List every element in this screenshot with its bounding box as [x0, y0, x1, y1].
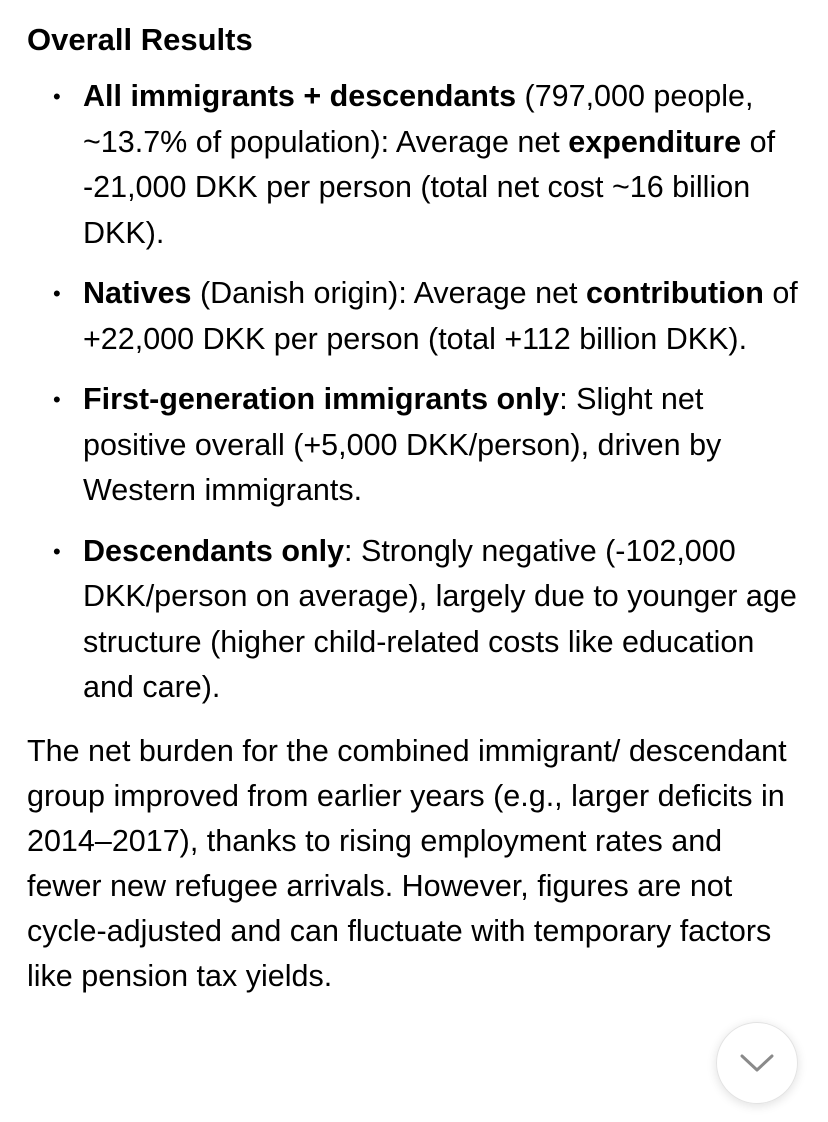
bullet-icon: • [53, 538, 61, 564]
item-bold-label: Natives [83, 276, 192, 310]
list-item [27, 74, 802, 256]
item-bold-label: Descendants only [83, 533, 345, 568]
item-text: (Danish origin): Average net [191, 276, 586, 310]
item-text: of -21,000 DKK per person (total net cost ~16 billion DKK). [83, 124, 776, 250]
item-text: (797,000 people, ~13.7% of population): Average net [83, 79, 754, 159]
chevron-down-icon [739, 1052, 775, 1074]
list-item [27, 271, 802, 362]
summary-paragraph: The net burden for the combined immigrant/ descendant group improved from earlier years (e.g., larger deficits in 2014–2017), thanks to rising employment rates and fewer new refugee arrivals. However, figures are not cycle-adjusted and can fluctuate with temporary factors like pension tax yields. [27, 733, 787, 993]
section-heading: Overall Results [27, 22, 253, 57]
item-text: of +22,000 DKK per person (total +112 billion DKK). [83, 276, 798, 356]
scroll-down-button[interactable] [716, 1022, 798, 1104]
list-item [27, 529, 802, 711]
item-text: : Slight net positive overall (+5,000 DKK/person), driven by Western immigrants. [83, 382, 722, 507]
results-list [27, 74, 802, 711]
item-bold-label: All immigrants + descendants [83, 79, 517, 113]
item-bold-label: First-generation immigrants only [83, 382, 560, 416]
bullet-icon: • [53, 281, 61, 306]
bullet-icon: • [53, 84, 61, 109]
item-text: : Strongly negative (-102,000 DKK/person on average), largely due to younger age structure (higher child-related costs like education and care). [83, 533, 797, 704]
response-content [27, 18, 802, 999]
list-item [27, 377, 802, 514]
item-bold-term: contribution [585, 276, 764, 310]
bullet-icon: • [53, 387, 61, 412]
item-bold-term: expenditure [568, 124, 742, 159]
